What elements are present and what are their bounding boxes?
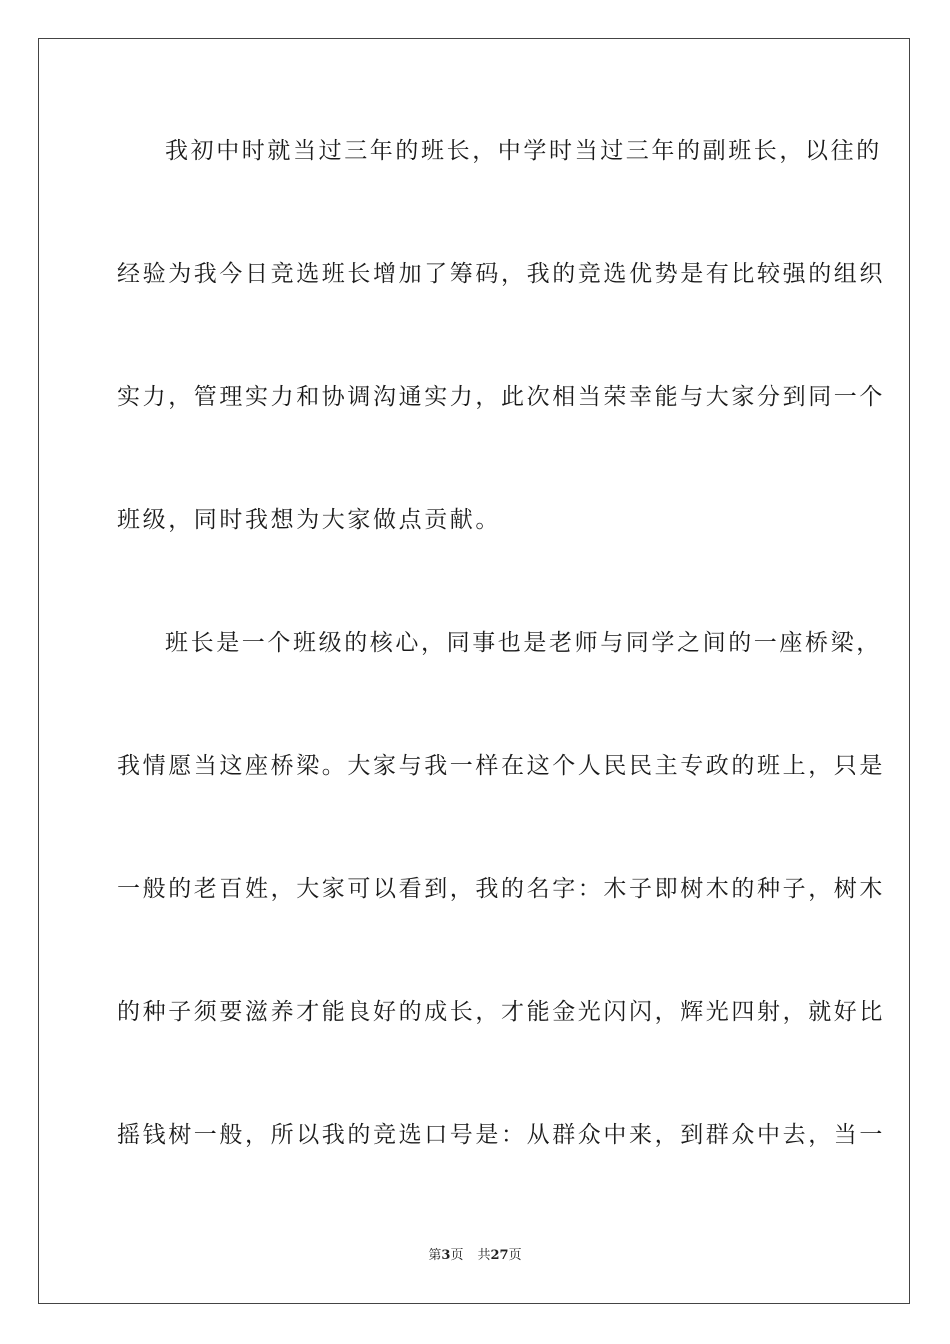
paragraph-1-line-1: 我初中时就当过三年的班长，中学时当过三年的副班长，以往的: [165, 138, 882, 164]
paragraph-2-line-3: 一般的老百姓，大家可以看到，我的名字：木子即树木的种子，树木: [117, 876, 885, 902]
paragraph-2-line-4: 的种子须要滋养才能良好的成长，才能金光闪闪，辉光四射，就好比: [117, 999, 885, 1025]
page-border: [38, 38, 910, 1304]
paragraph-2-line-5: 摇钱树一般，所以我的竞选口号是：从群众中来，到群众中去，当一: [117, 1122, 885, 1148]
paragraph-2-line-2: 我情愿当这座桥梁。大家与我一样在这个人民民主专政的班上，只是: [117, 753, 885, 779]
total-page-count: 27: [490, 1248, 509, 1263]
paragraph-1-line-2: 经验为我今日竞选班长增加了筹码，我的竞选优势是有比较强的组织: [117, 261, 885, 287]
total-suffix: 页: [508, 1248, 522, 1263]
page-number-footer: [0, 1247, 950, 1265]
paragraph-1-line-3: 实力，管理实力和协调沟通实力，此次相当荣幸能与大家分到同一个: [117, 384, 885, 410]
current-page-number: 3: [441, 1248, 451, 1263]
paragraph-1-line-4: 班级，同时我想为大家做点贡献。: [117, 507, 501, 533]
page-prefix: 第: [428, 1248, 442, 1263]
paragraph-2-line-1: 班长是一个班级的核心，同事也是老师与同学之间的一座桥梁，: [165, 630, 882, 656]
page-suffix: 页: [450, 1248, 464, 1263]
total-prefix: 共: [477, 1248, 491, 1263]
